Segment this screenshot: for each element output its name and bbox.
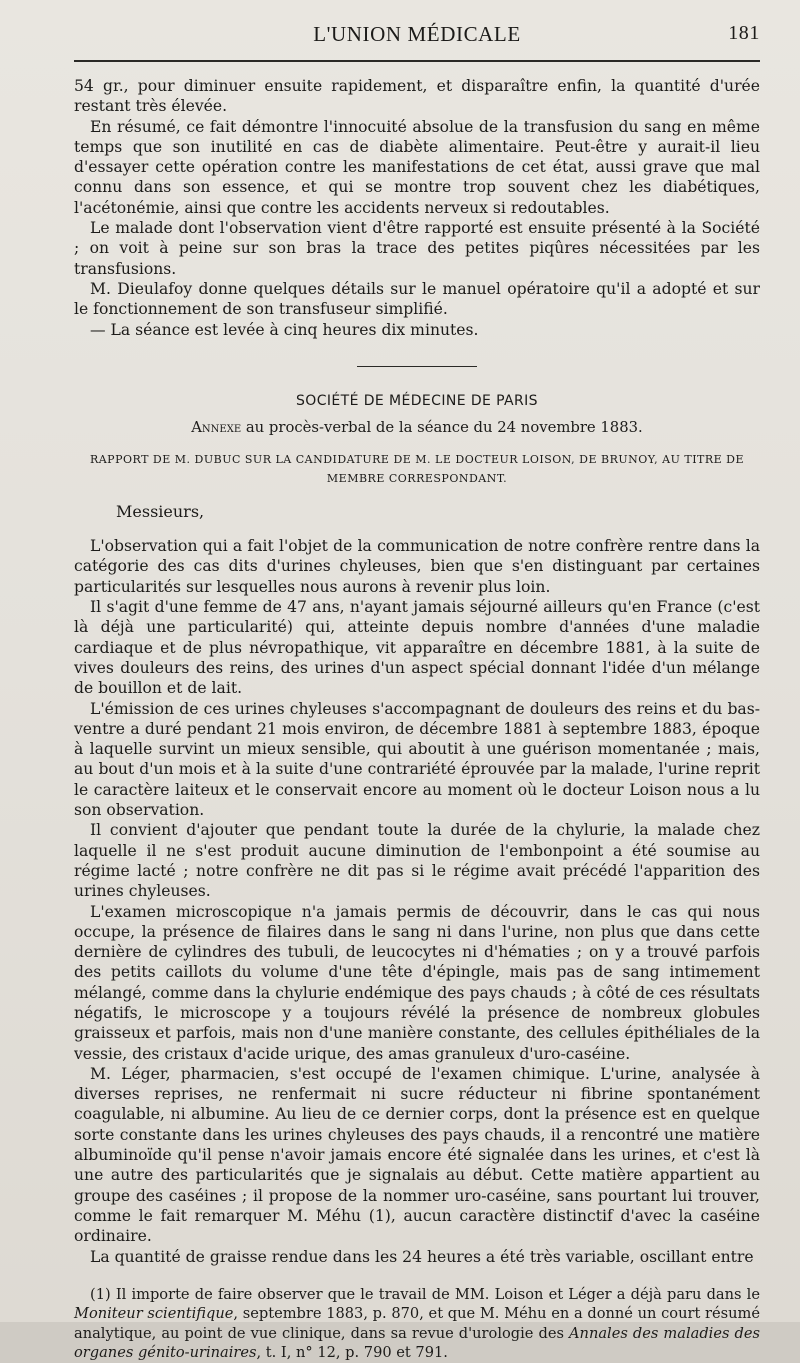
paragraph: 54 gr., pour diminuer ensuite rapidement, et disparaître enfin, la quantité d'urée restant très élevée. [74, 77, 760, 116]
body-text [74, 536, 760, 1267]
footnote-text: (1) Il importe de faire observer que le travail de MM. Loison et Léger a déjà paru dans le [90, 1285, 760, 1303]
journal-name: Moniteur scientifique [74, 1305, 234, 1323]
footnote-text: , t. I, n° 12, p. 790 et 791. [256, 1344, 448, 1362]
paragraph: M. Léger, pharmacien, s'est occupé de l'examen chimique. L'urine, analysée à diverses reprises, ne renfermait ni sucre réducteur ni fibrine spontanément coagulable, ni albumine. Au lieu de ce dernier corps, dont la présence est en quelque sorte constante dans les urines chyleuses des pays chauds, il a rencontré une matière albuminoïde qu'il pense n'avoir jamais encore été signalée dans les urines, et c'est là une autre des particularités que je signalais au début. Cette matière appartient au groupe des caséines ; il propose de la nommer uro-caséine, sans pourtant lui trouver, comme le fait remarquer M. Méhu (1), aucun caractère distinctif d'avec la caséine ordinaire. [74, 1064, 760, 1246]
section-divider [357, 366, 477, 367]
intro-text [74, 76, 760, 340]
annex-line [74, 419, 760, 436]
journal-name: Annales des maladies des organes génito-urinaires [74, 1324, 760, 1362]
running-header [74, 18, 760, 54]
report-title: RAPPORT DE M. DUBUC SUR LA CANDIDATURE DE M. LE DOCTEUR LOISON, DE BRUNOY, AU TITRE DE MEMBRE CORRESPONDANT. [89, 452, 745, 485]
header-rule [74, 60, 760, 62]
footnote-text: , septembre 1883, p. 870, et que M. Méhu en a donné un court résumé analytique, au point de vue clinique, dans sa revue d'urologie des [74, 1305, 760, 1342]
paragraph: La quantité de graisse rendue dans les 24 heures a été très variable, oscillant entre [90, 1247, 754, 1266]
journal-title: L'UNION MÉDICALE [313, 22, 521, 46]
annex-label: Annexe [191, 418, 242, 436]
paragraph: L'examen microscopique n'a jamais permis de découvrir, dans le cas qui nous occupe, la présence de filaires dans le sang ni dans l'urine, non plus que dans cette dernière de cylindres des tubuli, de leucocytes ni d'hématies ; on y a trouvé parfois des petits caillots du volume d'une tête d'épingle, mais pas de sang intimement mélangé, comme dans la chylurie endémique des pays chauds ; à côté de ces résultats négatifs, le microscope y a toujours révélé la présence de nombreux globules graisseux et parfois, mais non d'une manière constante, des cellules épithéliales de la vessie, des cristaux d'acide urique, des amas granuleux d'uro-caséine. [74, 902, 760, 1063]
paragraph: En résumé, ce fait démontre l'innocuité absolue de la transfusion du sang en même temps que son inutilité en cas de diabète alimentaire. Peut-être y aurait-il lieu d'essayer cette opération contre les manifestations de cet état, aussi grave que mal connu dans son essence, et qui se montre trop souvent chez les diabétiques, l'acétonémie, ainsi que contre les accidents nerveux si redoutables. [74, 117, 760, 217]
paragraph: Il s'agit d'une femme de 47 ans, n'ayant jamais séjourné ailleurs qu'en France (c'est là déjà une particularité) qui, atteinte depuis nombre d'années d'une maladie cardiaque et de plus névropathique, vit apparaître en décembre 1881, à la suite de vives douleurs des reins, des urines d'un aspect spécial donnant l'idée d'un mélange de bouillon et de lait. [74, 598, 760, 698]
paragraph: — La séance est levée à cinq heures dix minutes. [90, 320, 479, 339]
paragraph: L'observation qui a fait l'objet de la communication de notre confrère rentre dans la catégorie des cas dits d'urines chyleuses, bien que s'en distinguant par certaines particularités sur lesquelles nous aurons à revenir plus loin. [74, 537, 760, 596]
paragraph: M. Dieulafoy donne quelques détails sur le manuel opératoire qu'il a adopté et sur le fonctionnement de son transfuseur simplifié. [74, 279, 760, 319]
paragraph: Le malade dont l'observation vient d'être rapporté est ensuite présenté à la Société ; on voit à peine sur son bras la trace des petites piqûres nécessitées par les transfusions. [74, 219, 760, 278]
annex-text: au procès-verbal de la séance du 24 novembre 1883. [241, 418, 643, 436]
paragraph: Il convient d'ajouter que pendant toute la durée de la chylurie, la malade chez laquelle il ne s'est produit aucune diminution de l'embonpoint a été soumise au régime lacté ; notre confrère ne dit pas si le régime avait précédé l'apparition des urines chyleuses. [74, 821, 760, 901]
footnote [74, 1285, 760, 1363]
section-heading: SOCIÉTÉ DE MÉDECINE DE PARIS [296, 392, 538, 409]
paragraph: L'émission de ces urines chyleuses s'accompagnant de douleurs des reins et du bas-ventre a duré pendant 21 mois environ, de décembre 1881 à septembre 1883, époque à laquelle survint un mieux sensible, qui aboutit à une guérison momentanée ; mais, au bout d'un mois et à la suite d'une contrariété éprouvée par la malade, l'urine reprit le caractère laiteux et le conservait encore au moment où le docteur Loison nous a lu son observation. [74, 699, 760, 820]
page-number: 181 [728, 22, 760, 44]
salutation: Messieurs, [116, 501, 205, 521]
footnotes [74, 1285, 760, 1363]
